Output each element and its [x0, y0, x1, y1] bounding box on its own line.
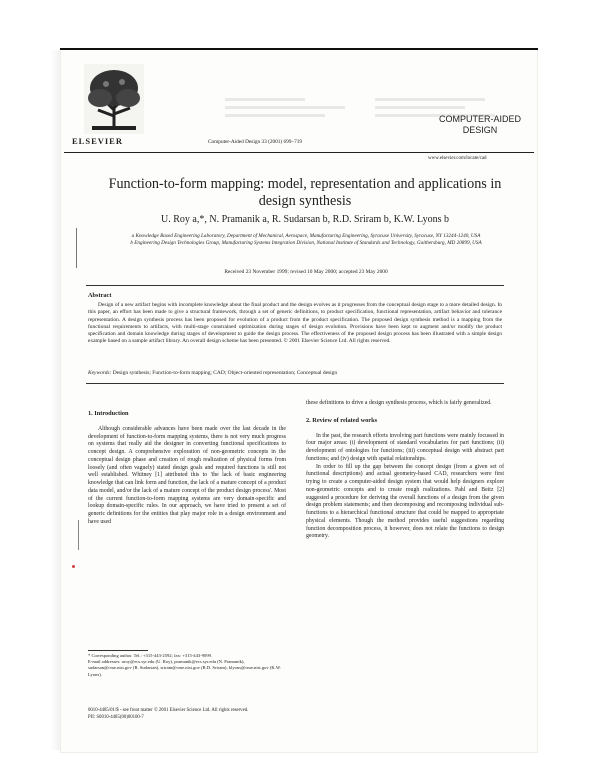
received-dates: Received 23 November 1999; revised 10 May 2000; accepted 23 May 2000	[224, 269, 388, 275]
affiliation-b: b Engineering Design Technologies Group, Manufacturing Systems Integration Division, National Institute of Standards and Technology, Gaithersburg, MD 20899, USA	[130, 240, 482, 246]
footnote-rule	[88, 650, 148, 651]
footnote	[88, 653, 286, 678]
related-works-paragraph: In order to fill up the gap between the concept design (from a given set of functional descriptions) and actual geometry-based CAD, researchers were first trying to create a computer-aided design system that would help designers explore non-geometric concepts and to create rough realizations. Pahl and Beitz [2] suggested a procedure for deriving the overall functions of a design from the given design problem statements; and then decomposing and recomposing individual sub-functions to a hierarchical functional structure that could be mapped to appropriate physical elements. Though the method provides useful suggestions regarding function decomposition process, it however, does not relate the functions to design geometry.	[306, 463, 504, 540]
abstract-top-rule	[86, 285, 504, 286]
margin-pencil-mark	[78, 520, 79, 550]
intro-paragraph: Although considerable advances have been made over the last decade in the development of function-to-form mapping systems, there is not very much progress on systems that really aid the designer in converting functional specifications to concept design. A comprehensive exploration of non-geometric concepts in the conceptual design phase and creation of rough realization of physical forms from loosely (and often vaguely) stated design goals and required functions is still not well established. Whitney [1] attributed this to 'the lack of basic engineering knowledge that can link form and function, the lack of a mature concept of a product data model, and/or the lack of a mature concept of the product design process'. Most of the current function-to-form mapping systems are very domain-specific and lookup domain-specific rules. In our approach, we have tried to present a set of generic definitions for the entities that play major role in a design environment and have used	[88, 425, 286, 525]
related-works-paragraph: In the past, the research efforts involving part functions were mainly focussed in four major areas: (i) development of standard vocabularies for part functions; (ii) development of ontologies for functions; (iii) conceptual design with abstract part functions; and (iv) design with spatial relationships.	[306, 432, 504, 462]
publisher-name: ELSEVIER	[72, 136, 123, 146]
keywords	[88, 370, 502, 376]
article-title	[95, 176, 515, 210]
author-list: U. Roy a,*, N. Pramanik a, R. Sudarsan b, R.D. Sriram b, K.W. Lyons b	[161, 214, 449, 225]
left-column	[88, 410, 286, 527]
journal-reference: Computer-Aided Design 33 (2001) 699–719	[208, 139, 303, 145]
abstract-text: Design of a new artifact begins with incomplete knowledge about the final product and the design evolves as it progresses from the conceptual design stage to a more detailed design. In this paper, an effort has been made to give a structural framework, through a set of generic definitions, to product specification, functional representation, artifact behavior and tolerance representation. A design synthesis process has been proposed for evolution of a product from the product specification. The proposed design synthesis method is a mapping from the functional requirements to artifacts, with multi-stage constrained optimization during stages of design evolution. Provisions have been kept to augment and/or modify the product specification and domain knowledge during stages of development to guide the design process. The effectiveness of the proposed design process has been illustrated with a simple design example based on a sample artifact library. An overall design scheme has been presented. © 2001 Elsevier Science Ltd. All rights reserved.	[88, 302, 502, 345]
journal-name-line: COMPUTER-AIDED	[438, 114, 521, 124]
margin-pencil-mark	[76, 228, 77, 268]
journal-name	[426, 114, 534, 136]
abstract-heading: Abstract	[88, 292, 112, 299]
right-column	[306, 400, 504, 541]
journal-url: www.elsevier.com/locate/cad	[428, 156, 487, 161]
copyright-line: 0010-4485/01/$ - see front matter © 2001 Elsevier Science Ltd. All rights reserved.	[88, 708, 249, 713]
section-heading-introduction: 1. Introduction	[88, 410, 129, 417]
header-divider	[64, 152, 534, 153]
scan-top-border	[60, 48, 538, 50]
margin-ink-dot	[72, 565, 75, 568]
abstract-bottom-rule	[86, 383, 504, 384]
corresponding-author: * Corresponding author. Tel.: +315-443-2592; fax: +315-443-9099.	[88, 653, 213, 658]
keywords-label: Keywords:	[88, 370, 112, 376]
keywords-list: Design synthesis; Function-to-form mapping; CAD; Object-oriented representation; Conceptual design	[112, 370, 338, 376]
email-addresses: E-mail addresses: uroy@ecs.syr.edu (U. Roy), pramanik@ecs.syr.edu (N. Pramanik), sudarsan@cme.nist.gov (R. Sudarsan), sriram@cme.nist.gov (R.D. Sriram), klyons@cme.nist.gov (K.W. Lyons).	[88, 659, 281, 677]
publisher-logo	[64, 58, 174, 154]
scan-edge	[50, 50, 60, 750]
affiliation-a: a Knowledge Based Engineering Laboratory, Department of Mechanical, Aerospace, Manufacturing Engineering, Syracuse University, Syracuse, NY 13244-1240, USA	[131, 233, 481, 239]
copyright-notice	[88, 707, 388, 721]
title-line: Function-to-form mapping: model, representation and applications in	[108, 176, 502, 192]
elsevier-tree-icon	[84, 64, 144, 134]
journal-name-line: DESIGN	[462, 125, 498, 135]
intro-continuation: these definitions to drive a design synthesis process, which is fairly generalized.	[306, 400, 492, 406]
section-heading-related-works: 2. Review of related works	[306, 416, 378, 424]
affiliations	[100, 233, 512, 247]
pii-line: PII: S0010-4485(00)00100-7	[88, 715, 144, 720]
title-line: design synthesis	[258, 193, 352, 209]
